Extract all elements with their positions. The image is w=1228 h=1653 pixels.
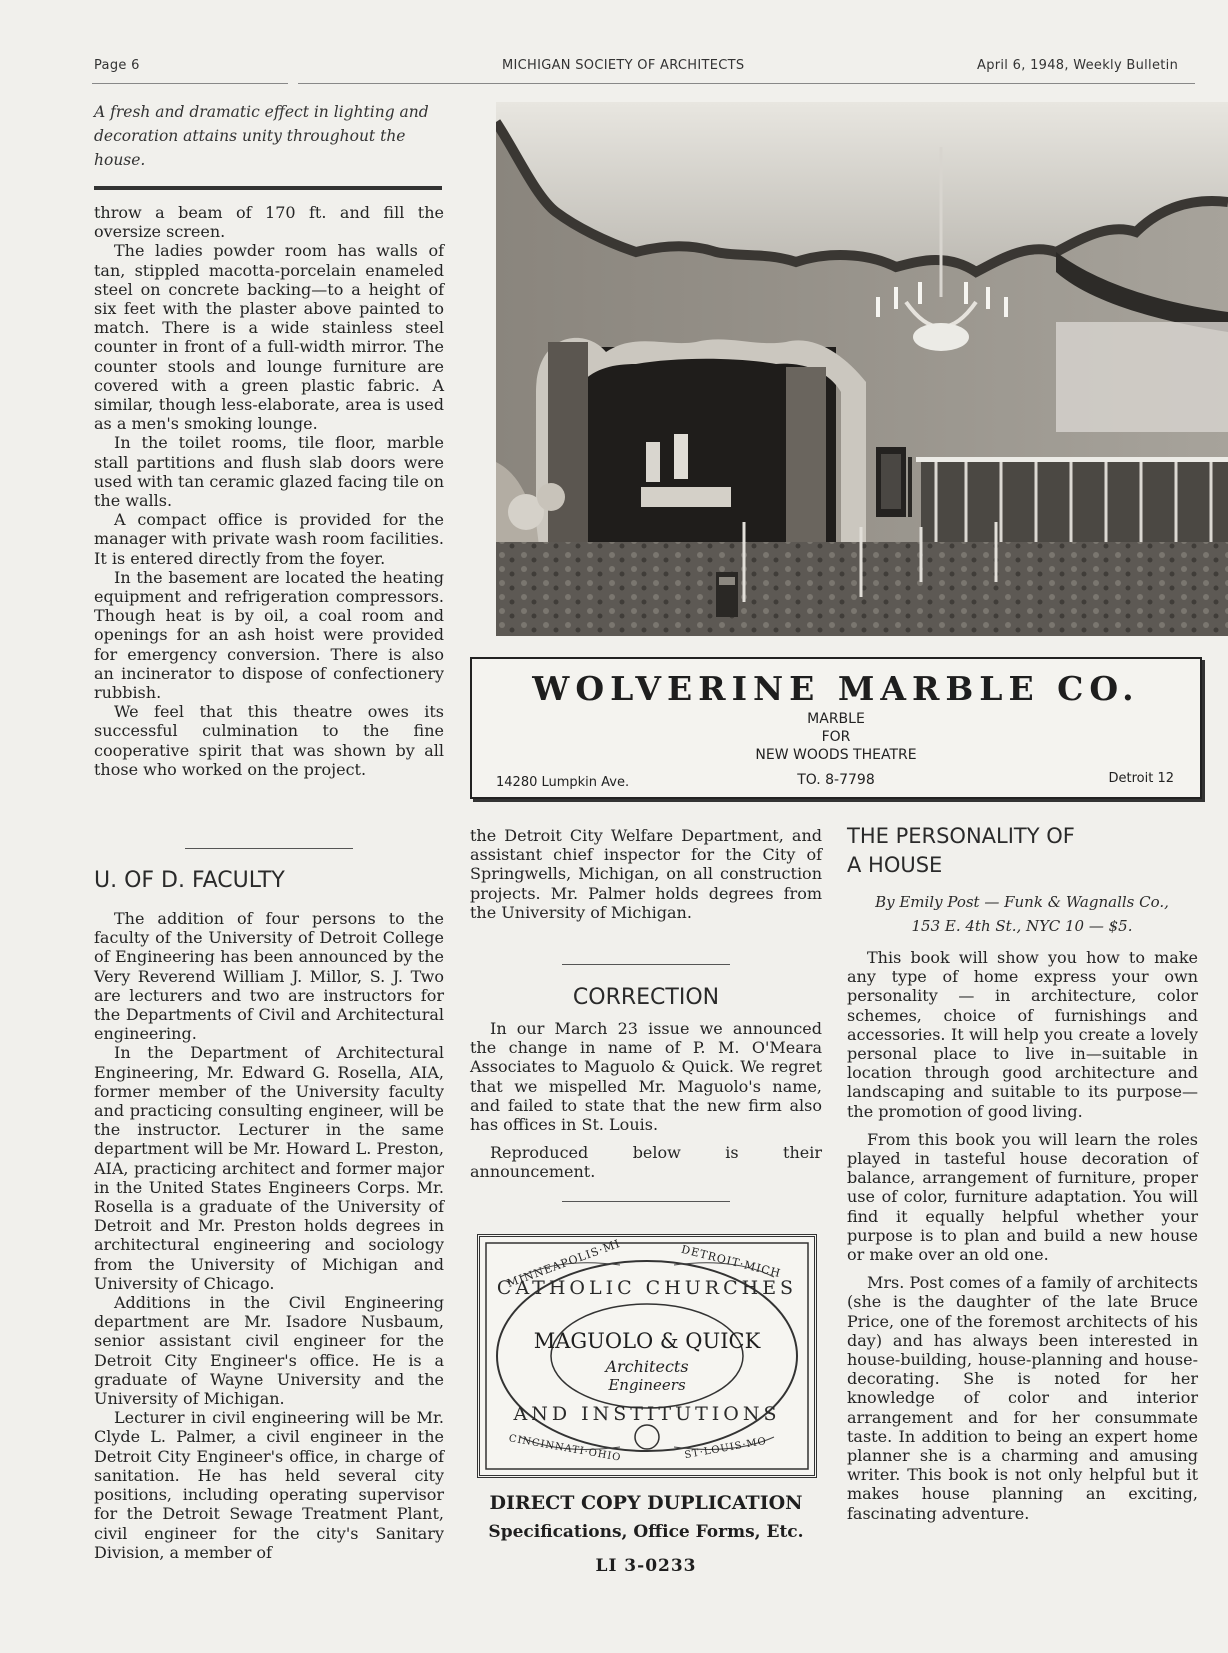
ad-line: FOR (821, 729, 851, 745)
issue-date: April 6, 1948, Weekly Bulletin (977, 58, 1179, 73)
paragraph: From this book you will learn the roles played in tasteful house decoration of balance, arrangement of furniture, proper use of color, furniture adaptation. You will find it equally helpful whether your purpose is to plan and build a new house or make over an old one. (847, 1129, 1198, 1265)
ad-tagline (472, 710, 1200, 764)
paragraph: In the basement are located the heating equipment and refrigeration compressors. Though heat is by oil, a coal room and openings for an ash hoist were provided for emergency conversion. There is also an incinerator to dispose of confectionery rubbish. (94, 567, 444, 703)
byline-line: By Emily Post — Funk & Wagnalls Co., (875, 893, 1169, 911)
ad-city: Detroit 12 (1108, 771, 1174, 786)
paragraph: Mrs. Post comes of a family of architects (she is the daughter of the late Bruce Price, one of the foremost architects of his day) and has always been interested in house-building, house-planning and house-decorating. She is noted for her knowledge of color and interior arrangement and for her consummate taste. In addition to being an expert home planner she is a charming and amusing writer. This book is not only helpful but it makes house planning an exciting, fascinating adventure. (847, 1273, 1198, 1523)
duplication-ad-services: Specifications, Office Forms, Etc. (488, 1522, 804, 1542)
paragraph: throw a beam of 170 ft. and fill the oversize screen. (94, 203, 444, 242)
theatre-photo-illustration (496, 102, 1228, 636)
practice-label: AND INSTITUTIONS (513, 1403, 781, 1425)
book-byline (847, 890, 1197, 938)
book-review-text (847, 948, 1198, 1523)
paragraph: A compact office is provided for the manager with private wash room facilities. It is entered directly from the foyer. (94, 510, 444, 568)
theatre-interior-photo (496, 102, 1228, 636)
advertiser-name: WOLVERINE MARBLE CO. (532, 669, 1140, 708)
ad-line: NEW WOODS THEATRE (755, 747, 917, 763)
firm-profession: Architects (605, 1357, 689, 1376)
city-label: MINNEAPOLIS·MI (505, 1236, 623, 1291)
duplication-ad-phone: LI 3-0233 (595, 1556, 697, 1576)
faculty-article-text (94, 909, 444, 1562)
photo-caption: A fresh and dramatic effect in lighting and decoration attains unity throughout the house. (94, 103, 429, 169)
heading-line: A HOUSE (847, 853, 943, 877)
ad-phone: TO. 8-7798 (797, 772, 875, 788)
correction-heading: CORRECTION (572, 985, 720, 1010)
paragraph: We feel that this theatre owes its successful culmination to the fine cooperative spirit that was shown by all those who worked on the project. (94, 702, 444, 779)
paragraph: Additions in the Civil Engineering department are Mr. Isadore Nusbaum, senior assistant civil engineer for the Detroit City Engineer's office. He is a graduate of Wayne University and the University of Michigan. (94, 1293, 444, 1409)
section-divider (185, 848, 353, 849)
section-divider (562, 964, 730, 965)
ad-line: MARBLE (807, 711, 865, 727)
publication-title: MICHIGAN SOCIETY OF ARCHITECTS (502, 58, 745, 73)
city-label: CINCINNATI·OHIO (507, 1433, 623, 1464)
theatre-article-text (94, 203, 444, 779)
heading-line: THE PERSONALITY OF (847, 824, 1075, 848)
paragraph: In the Department of Architectural Engineering, Mr. Edward G. Rosella, AIA, former member of the University faculty and practicing consulting engineer, will be the instructor. Lecturer in the same department will be Mr. Howard L. Preston, AIA, practicing architect and former major in the United States Engineers Corps. Mr. Rosella is a graduate of the University of Detroit and Mr. Preston holds degrees in architectural engineering and sociology from the University of Michigan and University of Chicago. (94, 1043, 444, 1293)
maguolo-quick-announcement (477, 1234, 817, 1478)
header-rule-right (298, 83, 1195, 84)
byline-line: 153 E. 4th St., NYC 10 — $5. (911, 917, 1133, 935)
practice-label: CATHOLIC CHURCHES (496, 1277, 798, 1299)
paragraph: The addition of four persons to the faculty of the University of Detroit College of Engineering has been announced by the Very Reverend William J. Millor, S. J. Two are lecturers and two are instructors for the Departments of Civil and Architectural engineering. (94, 909, 444, 1044)
faculty-article-continued (470, 826, 822, 922)
firm-name: MAGUOLO & QUICK (533, 1329, 761, 1353)
paragraph: The ladies powder room has walls of tan, stippled macotta-porcelain enameled steel on concrete backing—to a height of six feet with the plaster above painted to match. There is a wide stainless steel counter in front of a full-width mirror. The counter stools and lounge furniture are covered with a green plastic fabric. A similar, though less-elaborate, area is used as a men's smoking lounge. (94, 241, 444, 434)
city-label: DETROIT·MICH (679, 1242, 783, 1281)
paragraph: Lecturer in civil engineering will be Mr. Clyde L. Palmer, a civil engineer in the Detroit City Engineer's office, in charge of sanitation. He has held several city positions, including operating supervisor for the Detroit Sewage Treatment Plant, civil engineer for the city's Sanitary Division, a member of (94, 1408, 444, 1562)
ad-address: 14280 Lumpkin Ave. (496, 775, 630, 790)
caption-rule (94, 186, 442, 190)
paragraph: the Detroit City Welfare Department, and assistant chief inspector for the City of Springwells, Michigan, on all construction projects. Mr. Palmer holds degrees from the University of Michigan. (470, 826, 822, 922)
section-divider (562, 1201, 730, 1202)
city-label: ST·LOUIS·MO (683, 1435, 768, 1462)
paragraph: This book will show you how to make any type of home express your own personality — in architecture, color schemes, choice of furnishings and accessories. It will help you create a lovely personal place to live in—suitable in location through good architecture and landscaping and suitable to its purpose—the promotion of good living. (847, 948, 1198, 1121)
paragraph: In our March 23 issue we announced the change in name of P. M. O'Meara Associates to Maguolo & Quick. We regret that we mispelled Mr. Maguolo's name, and failed to state that the new firm also has offices in St. Louis. (470, 1019, 822, 1135)
book-review-heading (847, 822, 1075, 880)
paragraph: Reproduced below is their announcement. (470, 1143, 822, 1182)
wolverine-marble-ad (470, 657, 1202, 799)
faculty-heading: U. OF D. FACULTY (94, 868, 285, 893)
correction-text (470, 1019, 822, 1182)
firm-profession: Engineers (608, 1376, 686, 1394)
paragraph: In the toilet rooms, tile floor, marble stall partitions and flush slab doors were used with tan ceramic glazed facing tile on the walls. (94, 433, 444, 511)
page-number: Page 6 (94, 58, 140, 73)
duplication-ad-heading: DIRECT COPY DUPLICATION (489, 1492, 803, 1514)
header-rule-left (92, 83, 288, 84)
